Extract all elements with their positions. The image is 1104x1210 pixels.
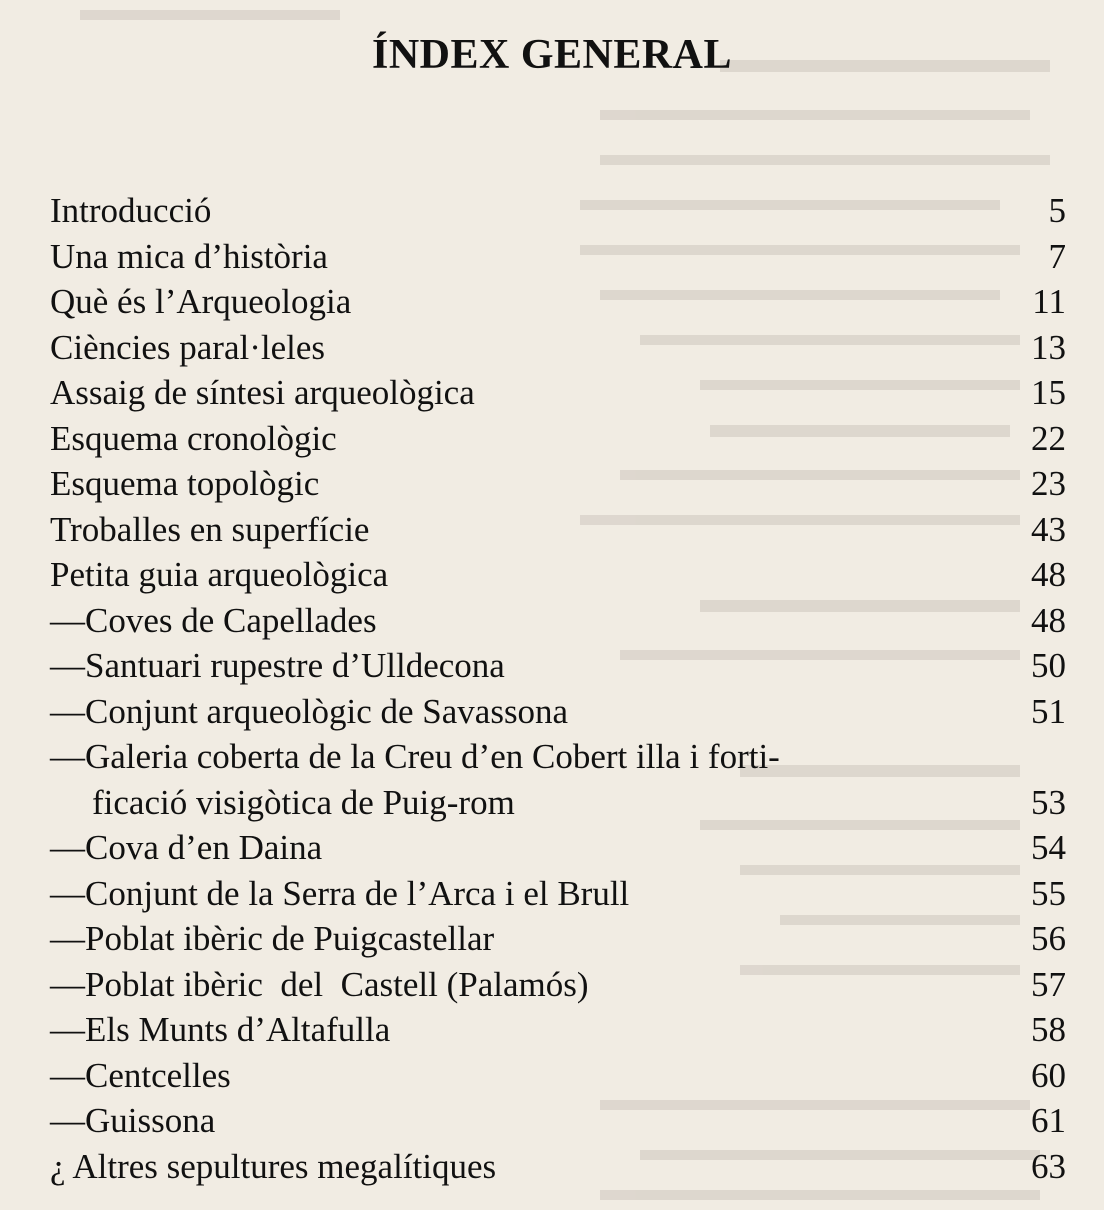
toc-entry bbox=[50, 416, 1066, 462]
toc-entry bbox=[50, 1098, 1066, 1144]
toc-entry-label bbox=[50, 643, 996, 689]
toc-entry bbox=[50, 1144, 1066, 1190]
toc-entry bbox=[50, 871, 1066, 917]
toc-entry-page-number: 56 bbox=[1031, 919, 1066, 958]
toc-entry-label bbox=[50, 1053, 996, 1099]
toc-entry bbox=[50, 552, 1066, 598]
toc-entry-page-number: 23 bbox=[1031, 464, 1066, 503]
toc-entry bbox=[50, 962, 1066, 1008]
toc-entry-label-text: —Centcelles bbox=[50, 1055, 231, 1095]
toc-entry-page-number: 48 bbox=[1031, 555, 1066, 594]
toc-entry-label bbox=[50, 552, 996, 598]
toc-entry bbox=[50, 325, 1066, 371]
toc-entry-label-text: —Galeria coberta de la Creu d’en Cobert illa i forti- bbox=[50, 737, 780, 776]
toc-entry-label-text: —Els Munts d’Altafulla bbox=[50, 1010, 391, 1049]
toc-entry bbox=[50, 370, 1066, 416]
toc-entry-label-text: Esquema topològic bbox=[50, 464, 320, 503]
toc-entry-page-number: 58 bbox=[1031, 1010, 1066, 1049]
toc-entry-label-text: Petita guia arqueològica bbox=[50, 555, 389, 594]
toc-entry-label bbox=[50, 598, 996, 644]
toc-entry-page-number: 54 bbox=[1031, 828, 1066, 867]
toc-entry-page-number: 5 bbox=[1048, 191, 1066, 230]
table-of-contents bbox=[50, 188, 1066, 1189]
toc-entry-label bbox=[50, 325, 996, 371]
toc-entry-label-text: —Poblat ibèric del Castell (Palamós) bbox=[50, 964, 589, 1004]
toc-entry-page-number: 7 bbox=[1048, 236, 1066, 276]
toc-entry bbox=[50, 188, 1066, 234]
toc-entry bbox=[50, 279, 1066, 325]
toc-entry-page-number: 22 bbox=[1031, 418, 1066, 458]
toc-entry-label bbox=[50, 962, 996, 1008]
toc-entry bbox=[50, 643, 1066, 689]
toc-entry-label bbox=[50, 689, 996, 735]
toc-entry-label bbox=[50, 234, 996, 280]
toc-entry bbox=[50, 234, 1066, 280]
toc-entry-page-number: 43 bbox=[1031, 509, 1066, 549]
toc-entry-label-text: Assaig de síntesi arqueològica bbox=[50, 373, 475, 412]
toc-entry bbox=[50, 507, 1066, 553]
toc-entry bbox=[50, 461, 1066, 507]
toc-entry-label-continuation: ficació visigòtica de Puig-rom bbox=[92, 782, 515, 822]
toc-entry-page-number: 11 bbox=[1032, 282, 1066, 321]
toc-entry bbox=[50, 1007, 1066, 1053]
toc-entry bbox=[50, 1053, 1066, 1099]
toc-entry-label bbox=[50, 370, 996, 416]
toc-entry bbox=[50, 598, 1066, 644]
toc-entry-page-number: 61 bbox=[1031, 1101, 1066, 1140]
toc-entry-page-number: 50 bbox=[1031, 646, 1066, 685]
toc-entry-label-text: —Conjunt arqueològic de Savassona bbox=[50, 691, 569, 731]
toc-entry bbox=[50, 734, 1066, 825]
toc-entry-label-text: Ciències paral·leles bbox=[50, 327, 326, 367]
toc-entry-label-text: —Coves de Capellades bbox=[50, 600, 377, 640]
toc-entry-label bbox=[50, 734, 996, 825]
toc-entry-label-text: —Poblat ibèric de Puigcastellar bbox=[50, 919, 495, 958]
toc-entry-label-text: ¿ Altres sepultures megalítiques bbox=[50, 1146, 497, 1186]
toc-entry bbox=[50, 825, 1066, 871]
toc-entry bbox=[50, 916, 1066, 962]
toc-entry-page-number: 53 bbox=[1031, 782, 1066, 822]
toc-entry-page-number: 57 bbox=[1031, 964, 1066, 1004]
toc-entry-label bbox=[50, 1144, 996, 1190]
toc-entry-label-text: —Santuari rupestre d’Ulldecona bbox=[50, 646, 505, 685]
toc-entry-page-number: 55 bbox=[1031, 873, 1066, 913]
toc-entry-label-text: Una mica d’història bbox=[50, 236, 328, 276]
toc-entry-label bbox=[50, 871, 996, 917]
toc-entry-label bbox=[50, 916, 996, 962]
toc-entry-label bbox=[50, 507, 996, 553]
toc-entry-label bbox=[50, 1098, 996, 1144]
toc-entry-page-number: 51 bbox=[1031, 691, 1066, 731]
toc-entry-label-text: Introducció bbox=[50, 191, 212, 230]
toc-entry-page-number: 15 bbox=[1031, 373, 1066, 412]
toc-entry-label-text: Què és l’Arqueologia bbox=[50, 282, 352, 321]
toc-entry-label bbox=[50, 825, 996, 871]
toc-entry-label bbox=[50, 416, 996, 462]
page-title: ÍNDEX GENERAL bbox=[371, 32, 733, 78]
toc-entry-label bbox=[50, 1007, 996, 1053]
toc-entry-label-text: —Cova d’en Daina bbox=[50, 828, 323, 867]
toc-entry-label bbox=[50, 279, 996, 325]
toc-entry-label-text: Esquema cronològic bbox=[50, 418, 337, 458]
toc-entry-label-text: —Guissona bbox=[50, 1101, 216, 1140]
toc-entry-label bbox=[50, 461, 996, 507]
toc-entry-label-text: —Conjunt de la Serra de l’Arca i el Brull bbox=[50, 873, 630, 913]
toc-entry-page-number: 48 bbox=[1031, 600, 1066, 640]
toc-entry bbox=[50, 689, 1066, 735]
toc-entry-page-number: 63 bbox=[1031, 1146, 1066, 1186]
toc-entry-page-number: 13 bbox=[1031, 327, 1066, 367]
toc-entry-label bbox=[50, 188, 996, 234]
toc-entry-page-number: 60 bbox=[1031, 1055, 1066, 1095]
toc-entry-label-text: Troballes en superfície bbox=[50, 509, 370, 549]
